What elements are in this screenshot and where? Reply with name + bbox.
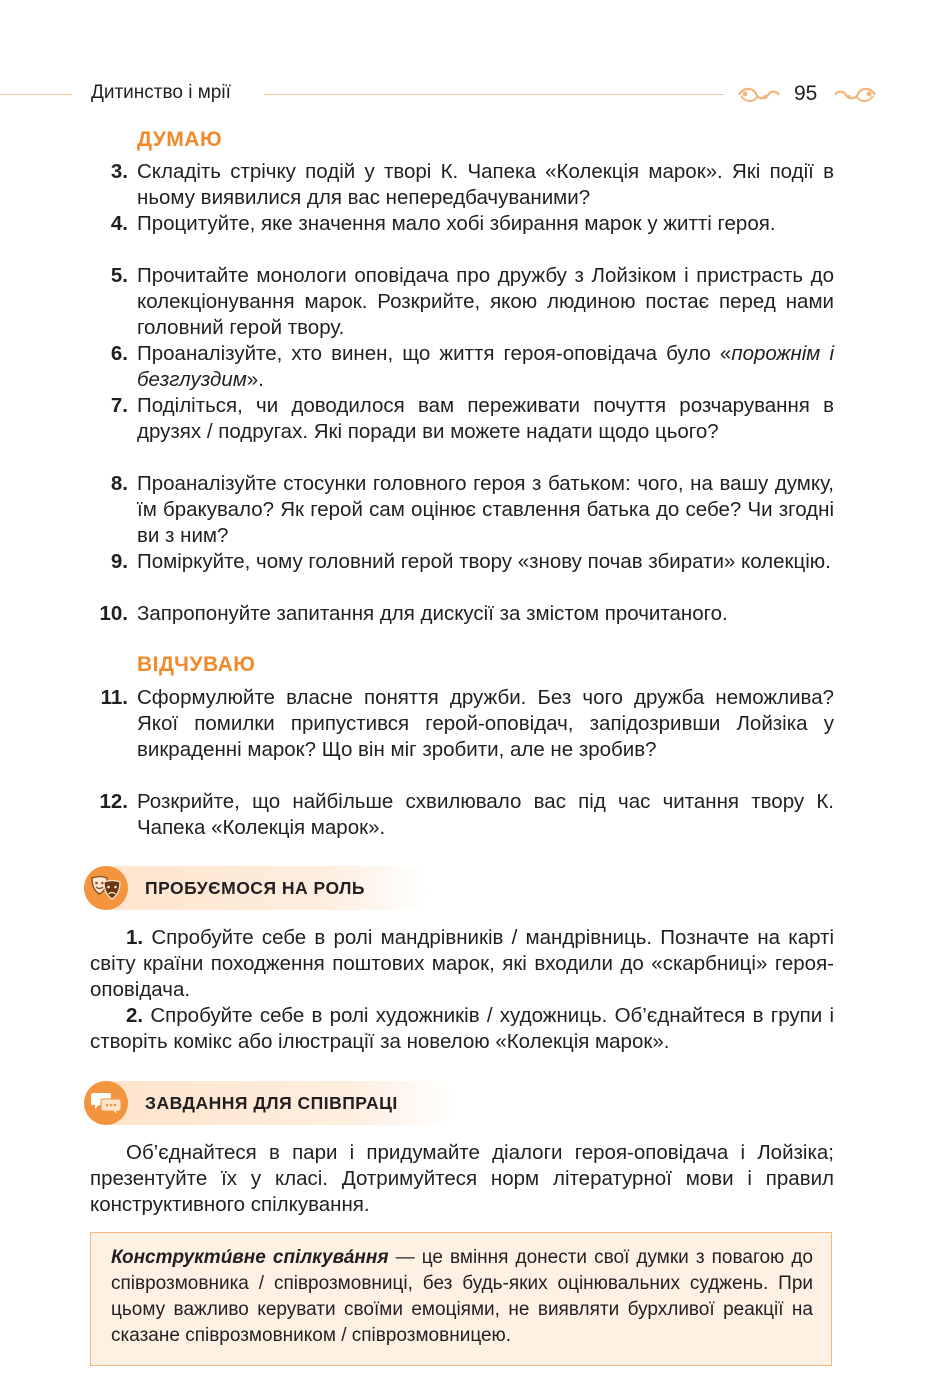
task-number: 1. — [126, 926, 144, 949]
roleplay-task — [90, 925, 834, 1003]
question-number: 6. — [110, 342, 128, 365]
question-text: Процитуйте, яке значення мало хобі збирання марок у житті героя. — [137, 212, 776, 235]
question-text: Запропонуйте запитання для дискусії за змістом прочитаного. — [137, 602, 728, 625]
question-item — [90, 471, 834, 549]
question-number: 9. — [110, 550, 128, 573]
question-item — [90, 685, 834, 763]
question-item — [90, 263, 834, 341]
header-rule-left — [0, 94, 72, 95]
speech-bubbles-icon — [84, 1081, 128, 1125]
question-item — [90, 601, 834, 627]
question-item — [90, 159, 834, 211]
task-text: Спробуйте себе в ролі мандрівників / мандрівниць. Позначте на карті світу країни походження поштових марок, які входили до «скарбниці» героя-оповідача. — [90, 926, 834, 1001]
question-number: 11. — [100, 686, 128, 709]
cooperation-label: ЗАВДАННЯ ДЛЯ СПІВПРАЦІ — [145, 1093, 398, 1113]
definition-box — [90, 1232, 832, 1366]
roleplay-label: ПРОБУЄМОСЯ НА РОЛЬ — [145, 878, 365, 898]
question-number: 12. — [99, 790, 128, 813]
question-number: 4. — [110, 212, 128, 235]
roleplay-task — [90, 1003, 834, 1055]
question-text-part: ». — [246, 368, 264, 391]
cooperation-paragraph: Об’єднайтеся в пари і придумайте діалоги героя-оповідача і Лойзіка; презентуйте їх у класі. Дотримуйтеся норм літературної мови і правил конструктивного спілкування. — [90, 1141, 834, 1216]
ornament-right-icon — [833, 84, 879, 106]
question-number: 8. — [110, 472, 128, 495]
question-text — [137, 341, 834, 393]
question-text-part: Проаналізуйте, хто винен, що життя героя-оповідача було « — [137, 342, 732, 365]
section-heading-feel: ВІДЧУВАЮ — [137, 653, 256, 676]
question-item — [90, 341, 834, 393]
roleplay-banner — [84, 866, 428, 910]
question-text: Сформулюйте власне поняття дружби. Без чого дружба неможлива? Якої помилки припустився герой-оповідач, запідозривши Лойзіка у викраденні марок? Що він міг зробити, але не зробив? — [137, 686, 834, 761]
section-heading-think: ДУМАЮ — [137, 128, 223, 151]
question-item — [90, 549, 834, 575]
question-text: Складіть стрічку подій у творі К. Чапека «Колекція марок». Які події в ньому виявилися для вас непередбачуваними? — [137, 160, 834, 209]
ornament-left-icon — [735, 84, 781, 106]
theater-masks-icon — [84, 866, 128, 910]
task-text: Спробуйте себе в ролі художників / художниць. Об’єднайтеся в групи і створіть комікс або ілюстрації за новелою «Колекція марок». — [90, 1004, 834, 1053]
page-number: 95 — [794, 82, 818, 105]
question-text-quote: порожнім і безглуздим — [137, 342, 835, 391]
question-number: 7. — [110, 394, 128, 417]
question-number: 3. — [110, 160, 128, 183]
header-rule — [264, 94, 724, 95]
question-item — [90, 789, 834, 841]
cooperation-text — [90, 1140, 834, 1218]
definition-term: Конструкти́вне спілкува́ння — [111, 1247, 389, 1268]
question-number: 5. — [110, 264, 128, 287]
question-text: Поділіться, чи доводилося вам переживати почуття розчарування в друзях / подругах. Які поради ви можете надати щодо цього? — [137, 394, 834, 443]
question-text: Прочитайте монологи оповідача про дружбу з Лойзіком і пристрасть до колекціонування марок. Розкрийте, якою людиною постає перед нами головний герой твору. — [137, 264, 834, 339]
definition-text: — це вміння донести свої думки з повагою до співрозмовника / співрозмовниці, без будь-яких оцінювальних суджень. При цьому важливо керувати своїми емоціями, не виявляти бурхливої реакції на сказане співрозмовником / співрозмовницею. — [111, 1247, 814, 1346]
question-number: 10. — [99, 602, 128, 625]
question-text: Поміркуйте, чому головний герой твору «знову почав збирати» колекцію. — [137, 550, 831, 573]
task-number: 2. — [126, 1004, 144, 1027]
chapter-title: Дитинство і мрії — [91, 82, 231, 103]
question-text: Розкрийте, що найбільше схвилювало вас під час читання твору К. Чапека «Колекція марок». — [137, 790, 834, 839]
question-item — [90, 211, 834, 237]
question-item — [90, 393, 834, 445]
cooperation-banner — [84, 1081, 458, 1125]
question-text: Проаналізуйте стосунки головного героя з батьком: чого, на вашу думку, їм бракувало? Як герой сам оцінює ставлення батька до себе? Чи згодні ви з ним? — [137, 472, 834, 547]
